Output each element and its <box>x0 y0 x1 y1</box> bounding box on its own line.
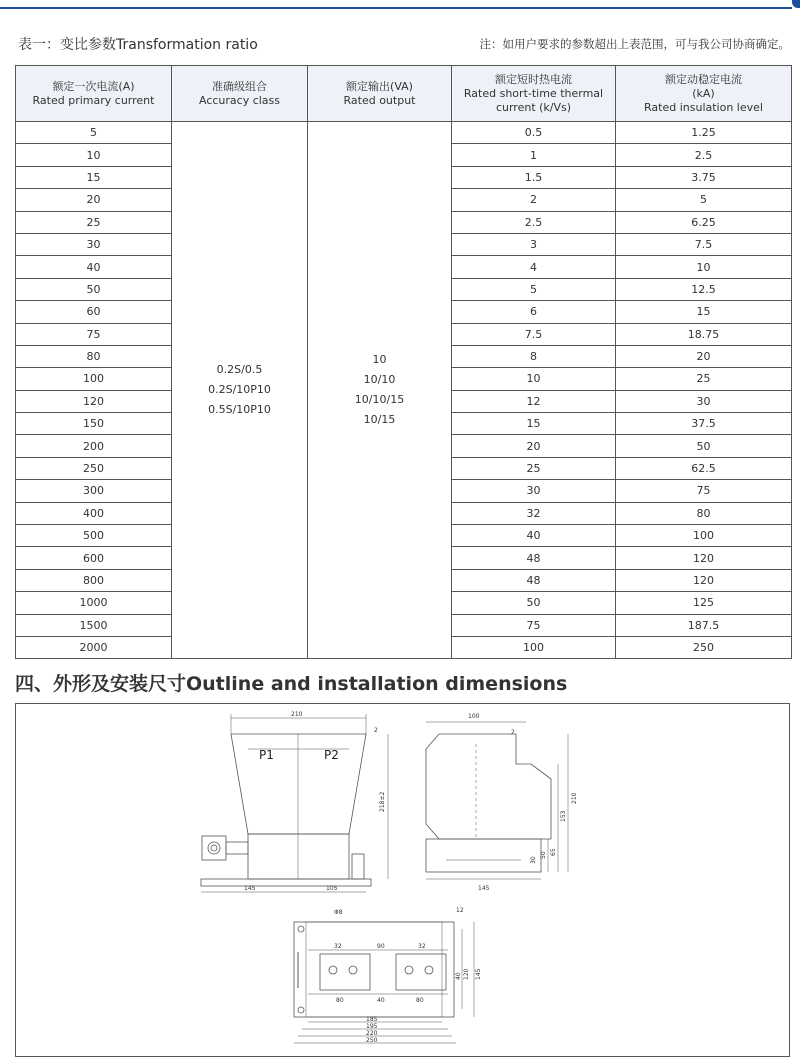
cell-thermal-current: 40 <box>452 525 616 547</box>
cell-dynamic-current: 120 <box>616 547 792 569</box>
cell-accuracy-class <box>172 122 308 659</box>
cell-thermal-current: 30 <box>452 480 616 502</box>
outline-drawing-frame <box>15 703 790 1057</box>
accuracy-class-item: 0.5S/10P10 <box>208 403 271 417</box>
cell-primary-current: 300 <box>16 480 172 502</box>
side-base-label: 145 <box>478 885 490 892</box>
bottom-dim-d3: 220 <box>366 1030 378 1037</box>
cell-dynamic-current: 20 <box>616 345 792 367</box>
bottom-dim-d1: 185 <box>366 1016 378 1023</box>
cell-primary-current: 1000 <box>16 592 172 614</box>
cell-primary-current: 10 <box>16 144 172 166</box>
cell-dynamic-current: 25 <box>616 368 792 390</box>
cell-thermal-current: 6 <box>452 301 616 323</box>
cell-dynamic-current: 80 <box>616 502 792 524</box>
side-height-153: 153 <box>560 810 567 822</box>
table-row <box>16 122 792 144</box>
bottom-topright-label: 12 <box>456 907 464 914</box>
bottom-dim-s2: 90 <box>377 943 385 950</box>
front-left-base-label: 145 <box>244 885 256 892</box>
cell-dynamic-current: 18.75 <box>616 323 792 345</box>
cell-primary-current: 30 <box>16 233 172 255</box>
cell-primary-current: 200 <box>16 435 172 457</box>
cell-dynamic-current: 187.5 <box>616 614 792 636</box>
cell-primary-current: 5 <box>16 122 172 144</box>
cell-thermal-current: 2.5 <box>452 211 616 233</box>
header-primary-current: 额定一次电流(A) Rated primary current <box>16 66 172 122</box>
table-caption: 表一：变比参数Transformation ratio <box>18 37 258 53</box>
cell-primary-current: 15 <box>16 166 172 188</box>
cell-dynamic-current: 6.25 <box>616 211 792 233</box>
rated-output-item: 10/10/15 <box>354 393 405 407</box>
cell-thermal-current: 2 <box>452 189 616 211</box>
cell-dynamic-current: 10 <box>616 256 792 278</box>
rated-output-item: 10/10 <box>363 373 396 387</box>
bottom-hole-label: Φ8 <box>334 909 343 916</box>
cell-thermal-current: 75 <box>452 614 616 636</box>
cell-primary-current: 75 <box>16 323 172 345</box>
header-rated-output: 额定输出(VA) Rated output <box>308 66 452 122</box>
cell-thermal-current: 7.5 <box>452 323 616 345</box>
accuracy-class-item: 0.2S/10P10 <box>208 383 271 397</box>
bottom-dim-d2: 195 <box>366 1023 378 1030</box>
cell-dynamic-current: 15 <box>616 301 792 323</box>
side-height-210: 210 <box>571 792 578 804</box>
cell-dynamic-current: 12.5 <box>616 278 792 300</box>
bottom-dim-s4: 80 <box>336 997 344 1004</box>
cell-dynamic-current: 100 <box>616 525 792 547</box>
cell-primary-current: 2000 <box>16 636 172 658</box>
rated-output-item: 10 <box>372 353 387 367</box>
cell-dynamic-current: 50 <box>616 435 792 457</box>
header-accuracy-class: 准确级组合 Accuracy class <box>172 66 308 122</box>
bottom-view <box>294 907 482 1044</box>
header-thermal-current: 额定短时热电流 Rated short-time thermal current (k/Vs) <box>452 66 616 122</box>
cell-thermal-current: 32 <box>452 502 616 524</box>
cell-thermal-current: 48 <box>452 547 616 569</box>
cell-thermal-current: 10 <box>452 368 616 390</box>
cell-primary-current: 120 <box>16 390 172 412</box>
cell-thermal-current: 4 <box>452 256 616 278</box>
rated-output-item: 10/15 <box>363 413 396 427</box>
cell-thermal-current: 8 <box>452 345 616 367</box>
front-height-label: 218±2 <box>379 791 386 812</box>
cell-thermal-current: 0.5 <box>452 122 616 144</box>
cell-primary-current: 20 <box>16 189 172 211</box>
cell-thermal-current: 3 <box>452 233 616 255</box>
cell-primary-current: 600 <box>16 547 172 569</box>
bottom-dim-s3: 32 <box>418 943 426 950</box>
cell-primary-current: 100 <box>16 368 172 390</box>
cell-primary-current: 60 <box>16 301 172 323</box>
cell-dynamic-current: 3.75 <box>616 166 792 188</box>
cell-dynamic-current: 75 <box>616 480 792 502</box>
cell-dynamic-current: 1.25 <box>616 122 792 144</box>
bottom-dim-h1: 120 <box>463 968 470 980</box>
front-view <box>201 711 388 892</box>
outline-drawing <box>16 704 791 1058</box>
cell-primary-current: 50 <box>16 278 172 300</box>
cell-thermal-current: 1 <box>452 144 616 166</box>
header-dynamic-current: 额定动稳定电流 (kA) Rated insulation level <box>616 66 792 122</box>
cell-primary-current: 800 <box>16 569 172 591</box>
cell-thermal-current: 50 <box>452 592 616 614</box>
cell-rated-output <box>308 122 452 659</box>
cell-dynamic-current: 125 <box>616 592 792 614</box>
bottom-dim-s6: 80 <box>416 997 424 1004</box>
cell-dynamic-current: 62.5 <box>616 457 792 479</box>
cell-primary-current: 250 <box>16 457 172 479</box>
cell-primary-current: 400 <box>16 502 172 524</box>
table-header-row <box>16 66 792 122</box>
bottom-dim-d4: 250 <box>366 1037 378 1044</box>
cell-thermal-current: 1.5 <box>452 166 616 188</box>
table-note: 注：如用户要求的参数超出上表范围，可与我公司协商确定。 <box>479 37 790 51</box>
cell-dynamic-current: 2.5 <box>616 144 792 166</box>
bottom-dim-h2: 145 <box>475 968 482 980</box>
side-top-gap-label: 2 <box>511 729 515 736</box>
side-width-label: 100 <box>468 713 480 720</box>
front-top-gap-label: 2 <box>374 727 378 734</box>
cell-primary-current: 150 <box>16 413 172 435</box>
cell-thermal-current: 15 <box>452 413 616 435</box>
terminal-p1-label: P1 <box>259 748 274 762</box>
cell-thermal-current: 20 <box>452 435 616 457</box>
cell-primary-current: 40 <box>16 256 172 278</box>
bottom-dim-s5: 40 <box>377 997 385 1004</box>
bottom-dim-s1: 32 <box>334 943 342 950</box>
cell-thermal-current: 5 <box>452 278 616 300</box>
side-height-65: 65 <box>550 848 557 856</box>
cell-primary-current: 25 <box>16 211 172 233</box>
cell-dynamic-current: 5 <box>616 189 792 211</box>
side-height-50: 50 <box>540 851 547 859</box>
side-height-30: 30 <box>530 856 537 864</box>
cell-dynamic-current: 30 <box>616 390 792 412</box>
cell-primary-current: 1500 <box>16 614 172 636</box>
accuracy-class-item: 0.2S/0.5 <box>216 363 263 377</box>
transformation-ratio-table <box>15 65 792 659</box>
bottom-dim-h3: 40 <box>455 972 462 980</box>
corner-mark <box>792 0 800 8</box>
cell-thermal-current: 25 <box>452 457 616 479</box>
top-accent-line <box>0 7 792 9</box>
front-right-base-label: 105 <box>326 885 338 892</box>
side-view <box>426 713 578 892</box>
cell-thermal-current: 100 <box>452 636 616 658</box>
cell-thermal-current: 48 <box>452 569 616 591</box>
cell-dynamic-current: 120 <box>616 569 792 591</box>
cell-dynamic-current: 37.5 <box>616 413 792 435</box>
cell-thermal-current: 12 <box>452 390 616 412</box>
section-title: 四、外形及安装尺寸Outline and installation dimensions <box>15 673 568 695</box>
cell-primary-current: 80 <box>16 345 172 367</box>
cell-dynamic-current: 250 <box>616 636 792 658</box>
cell-dynamic-current: 7.5 <box>616 233 792 255</box>
terminal-p2-label: P2 <box>324 748 339 762</box>
cell-primary-current: 500 <box>16 525 172 547</box>
top-accent-bar <box>0 0 800 10</box>
front-width-label: 210 <box>291 711 303 718</box>
